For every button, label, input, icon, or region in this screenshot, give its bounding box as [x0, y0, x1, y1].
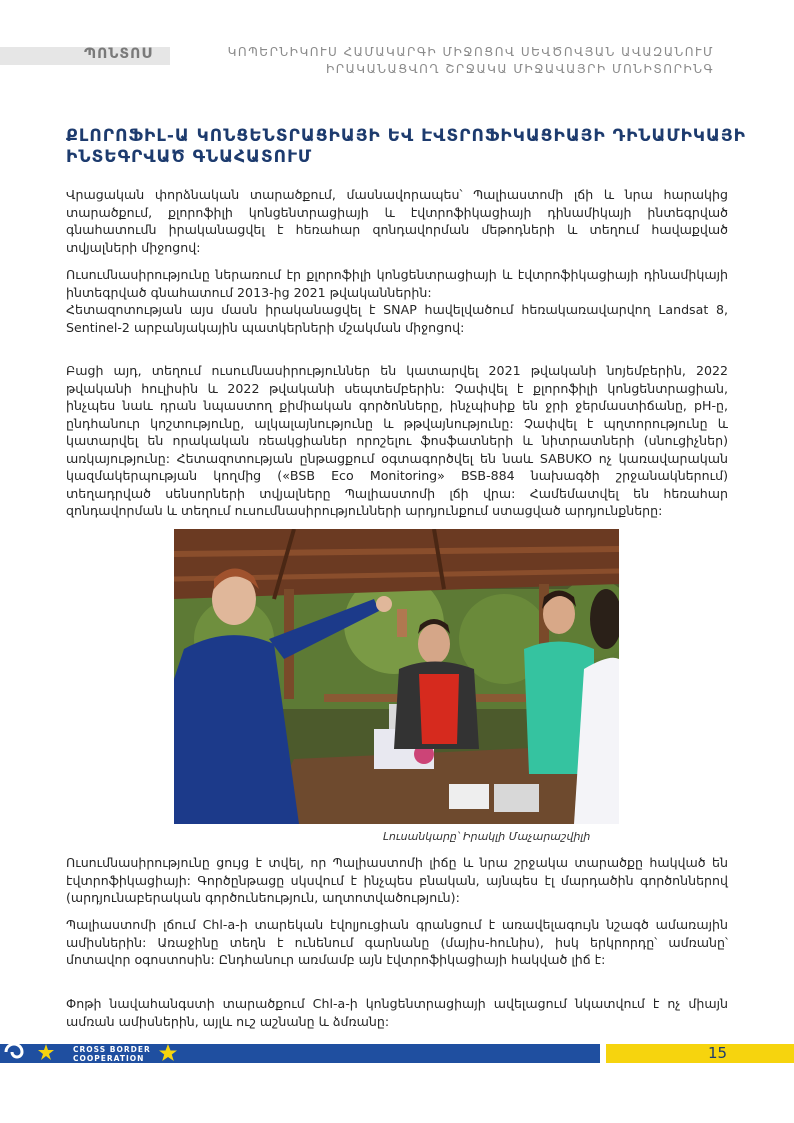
paragraph-study-period: Ուսումնասիրությունը ներառում էր քլորոֆիլի կոնցենտրացիայի և էվտրոֆիկացիայի դինամիկայի ինտեգրված գնահատում 2013-ից 2021 թվականներին: [66, 267, 728, 300]
footer-program-label [73, 1045, 151, 1063]
footer-accent-bar [606, 1044, 794, 1063]
paragraph-findings: Ուսումնասիրությունը ցույց է տվել, որ Պալիաստոմի լիճը և նրա շրջակա տարածքը հակված են էվտրոֆիկացիայի: Գործընթացը սկսվում է ինչպես բնական, այնպես էլ մարդածին գործոններով (արդյունաբերական գործունեություն, աղտոտվածություն): [66, 855, 728, 905]
page-number: 15 [708, 1044, 728, 1062]
paragraph-satellite-processing: Հետազոտության այս մասն իրականացվել է SNAP հավելվածում հեռակառավարվող Landsat 8, Sentinel-2 արբանյակային պատկերների մշակման միջոցով: [66, 302, 728, 335]
field-photo [174, 529, 619, 824]
project-title-line1: ԿՈՊԵՐՆԻԿՈՒՍ ՀԱՄԱԿԱՐԳԻ ՄԻՋՈՑՈՎ ՍԵՎԾՈՎՅԱՆ ԱՎԱԶԱՆՈՒՄ [227, 45, 714, 59]
page-title: ՔԼՈՐՈՖԻԼ-Ա ԿՈՆՑԵՆՏՐԱՑԻԱՅԻ ԵՎ ԷՎՏՐՈՖԻԿԱՑԻԱՅԻ ԴԻՆԱՄԻԿԱՅԻ ԻՆՏԵԳՐՎԱԾ ԳՆԱՀԱՏՈՒՄ [66, 126, 746, 167]
paragraph-study-scope [66, 266, 728, 336]
project-title [228, 44, 714, 78]
paragraph-port-area: Փոթի նավահանգստի տարածքում Chl-a-ի կոնցենտրացիայի ավելացում նկատվում է ոչ միայն ամռան ամիսներին, այլև ուշ աշնանը և ձմռանը: [66, 996, 728, 1029]
paragraph-intro: Վրացական փորձնական տարածքում, մասնավորապես՝ Պալիաստոմի լճի և նրա հարակից տարածքում, քլորոֆիլի կոնցենտրացիայի և էվտրոֆիկացիայի դինամիկայի ինտեգրված գնահատումն իրականացվել է հեռահար զոնդավորման մեթոդների և տեղում հավաքված տվյալների միջոցով: [66, 187, 728, 255]
footer-label-line1: CROSS BORDER [73, 1045, 151, 1054]
footer-label-line2: COOPERATION [73, 1054, 145, 1063]
country-label: ՊՈՆՏՈՍ [84, 46, 153, 62]
project-title-line2: ԻՐԱԿԱՆԱՑՎՈՂ ՇՐՋԱԿԱ ՄԻՋԱՎԱՅՐԻ ՄՈՆԻՏՈՐԻՆԳ [325, 62, 714, 76]
photo-caption: Լուսանկարը՝ Իրակլի Մաչարաշվիլի [383, 830, 591, 843]
paragraph-field-work: Բացի այդ, տեղում ուսումնասիրություններ են կատարվել 2021 թվականի նոյեմբերին, 2022 թվականի հուլիսին և 2022 թվականի սեպտեմբերին: Չափվել է քլորոֆիլի կոնցենտրացիան, ինչպես նաև դրան նպաստող քիմիական գործոնները, ինչպիսիք են ջրի ջերմաստիճանը, pH-ը, ընդհանուր կոշտությունը, ալկալայնությունը և թթվայնությունը: Չափվել է պղտորությունը և կատարվել են որակական ռեակցիաներ որոշելու ֆոսֆատների և նիտրատների (սնուցիչներ) առկայությունը: Հետազոտության ընթացքում օգտագործվել են նաև SABUKO ոչ կառավարական կազմակերպության կողմից («BSB Eco Monitoring» BSB-884 նախագծի շրջանակներում) տեղադրված սենսորների տվյալները Պալիաստոմի լճի վրա: Համեմատվել են հեռահար զոնդավորման և տեղում ուսումնասիրությունների արդյունքում ստացված արդյունքները: [66, 363, 728, 518]
eu-star-icon [158, 1043, 178, 1063]
paragraph-chla-evolution: Պալիաստոմի լճում Chl-a-ի տարեկան էվոլյուցիան գրանցում է առավելագույն նշագծ ամառային ամիսներին: Առաջինը տեղն է ունենում գարնանը (մայիս-հունիս), իսկ երկրորդը՝ ամռանը՝ մոտավոր օգոստոսին: Ընդհանուր առմամբ այն էվտրոֆիկացիայի հակված լիճ է: [66, 917, 728, 967]
cbc-logo-icon [0, 1038, 70, 1066]
